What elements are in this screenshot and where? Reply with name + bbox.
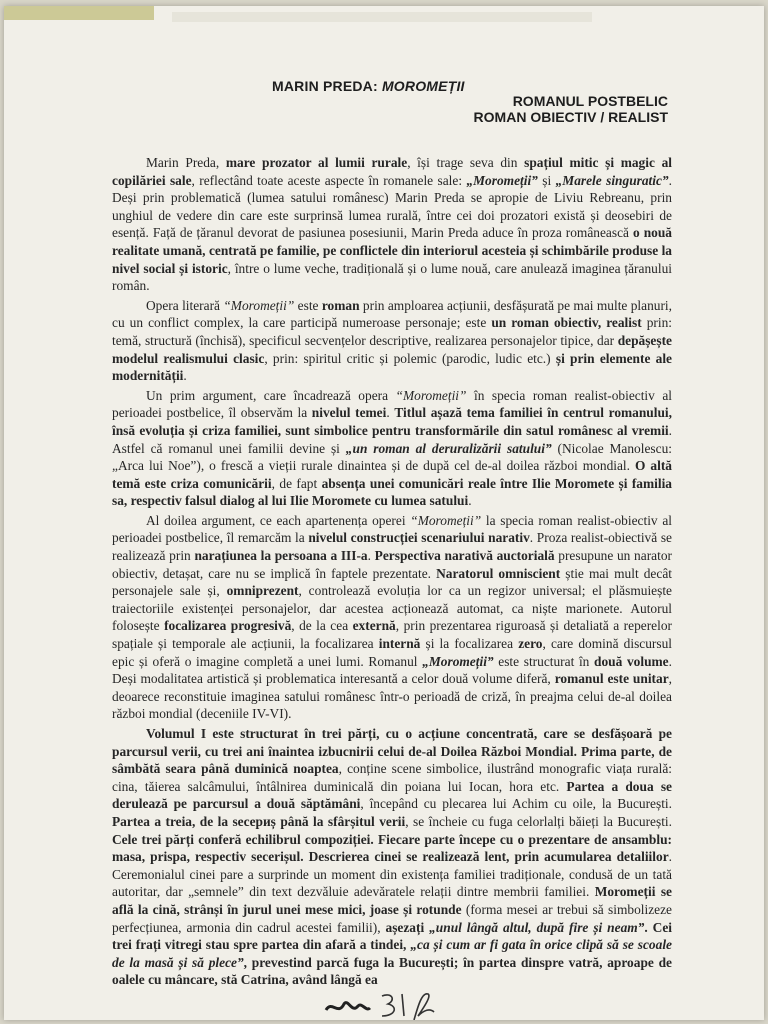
- bold-run: mare prozator al lumii rurale: [225, 155, 408, 170]
- italic-run: “Moromeții”: [223, 297, 295, 313]
- text-run: , începând cu plecarea lui Achim cu oile, la București.: [360, 796, 672, 812]
- paragraph-roman: [112, 297, 672, 385]
- bold-run: așezați: [385, 919, 425, 935]
- bold-run: narațiunea la persoana a III-a: [194, 548, 368, 564]
- text-run: .: [386, 405, 395, 421]
- title-work: MOROMEȚII: [381, 78, 465, 94]
- bold-run: , prevestind parcă fuga la București; în partea dinspre vatră, aproape de oalele cu mâncare, stă Catrina, având lângă ea: [112, 954, 672, 988]
- text-run: . Deși modalitatea artistică și problematica interesantă a celor două volume diferă,: [112, 653, 672, 687]
- text-run: , se încheie cu fuga celorlalți băieți la București.: [405, 813, 672, 829]
- italic-run: „Moromeții”: [466, 172, 538, 188]
- flourish-mark: [414, 994, 434, 1020]
- adhesive-tape: [4, 6, 154, 20]
- text-run: . Astfel că romanul unei familii devine și: [112, 422, 672, 456]
- bold-run: Moromeții se află la cină, strânși în jurul unei mese mici, joase și rotunde: [112, 884, 672, 917]
- bold-run: Cele trei părți conferă echilibrul compoziției. Fiecare parte începe cu o prezentare de ansamblu: masa, prispa, respectiv secerișul. Descrierea cinei se realizează lent, prin acumularea detaliilor: [112, 831, 672, 865]
- subtitle-roman-obiectiv: ROMAN OBIECTIV / REALIST: [473, 109, 668, 125]
- text-run: Marin Preda,: [146, 155, 226, 170]
- text-run: (Nicolae Manolescu: „Arca lui Noe”), o frescă a vieții rurale dinaintea și de după cel de-al doilea război mondial.: [112, 440, 672, 474]
- paragraph-intro: [112, 154, 672, 295]
- bold-run: Naratorul omniscient: [436, 565, 561, 581]
- bold-run: Partea a treia, de la secериș până la sfârșitul verii: [112, 813, 406, 829]
- document-page: [4, 6, 764, 1020]
- handwritten-page-number: [322, 986, 442, 1020]
- bold-run: omniprezent: [226, 583, 299, 599]
- bold-run: nivelul construcției scenariului narativ: [308, 530, 530, 546]
- bold-run: Volumul I este structurat în trei părți, cu o acțiune concentrată, care se desfășoară pe parcursul verii, cu trei ani înaintea izbucnirii celui de-al Doilea Război Mondial. Prima parte, de sâmbătă seara până duminică noaptea: [112, 726, 672, 777]
- faded-header-strip: [172, 12, 592, 22]
- bold-run: zero: [518, 636, 543, 652]
- bold-run: . Cei trei frați vitregi stau spre partea din afară a tindei,: [112, 919, 673, 953]
- bold-run: spațiul mitic și magic al copilăriei sale: [112, 155, 672, 188]
- text-run: prin amploarea acțiunii, desfășurată pe mai multe planuri, cu un conflict complex, la care participă numeroase personaje; este: [112, 297, 672, 331]
- bold-run: roman: [321, 297, 360, 313]
- bold-run: depășește modelul realismului clasic: [112, 332, 672, 366]
- italic-run: “Moromeții”: [410, 512, 482, 528]
- bold-italic-run: „ca și cum ar fi gata în orice clipă să se scoale de la masă și să plece”: [112, 937, 672, 970]
- paragraph-argument-2: [112, 512, 672, 723]
- text-run: este structurat în: [493, 653, 595, 669]
- text-run: , își trage seva din: [407, 155, 525, 170]
- text-run: presupune un narator obiectiv, detașat, care nu se implică în faptele prezentate.: [112, 548, 672, 581]
- text-run: .: [183, 368, 187, 384]
- text-run: , care domină discursul epic și oferă o imagine completă a unei lumi. Romanul: [112, 636, 673, 669]
- bold-run: absența unei comunicări reale între Ilie Moromete și familia sa, respectiv falsul dialog al lui Ilie Moromete cu lumea satului: [112, 475, 672, 509]
- text-run: . Ceremonialul cinei pare a surprinde un moment din existența familiei tradiționale, condusă de un tată autoritar, dar „semnele” din text dezvăluie adevăratele relații dintre membrii familiei.: [112, 849, 672, 900]
- bold-run: nivelul temei: [311, 405, 387, 421]
- text-run: Un prim argument, care încadrează opera: [146, 387, 396, 403]
- text-run: știe mai mult decât personajele sale și,: [112, 565, 672, 599]
- text-run: prin: temă, structură (închisă), specificul secvențelor descriptive, realizarea personajelor tipice, dar: [112, 315, 672, 348]
- bold-italic-run: „unul lângă altul, după fire și neam”: [424, 919, 645, 935]
- text-run: în specia roman realist-obiectiv al perioadei postbelice, îl observăm la: [112, 387, 672, 421]
- bold-run: două volume: [594, 653, 669, 669]
- text-run: , între o lume veche, tradițională și o lume nouă, care anulează imaginea țăranului român.: [112, 260, 672, 294]
- bold-run: o nouă realitate umană, centrată pe familie, pe conflictele din interiorul acesteia și schimbările produse la nivel social și istoric: [112, 225, 672, 276]
- paragraph-volume-1: [112, 725, 672, 989]
- bold-run: Titlul așază tema familiei în centrul romanului, însă evoluția și criza familiei, sunt simbolice pentru transformările din satul românesc al vremii: [112, 405, 672, 438]
- text-run: , de la cea: [291, 618, 353, 634]
- bold-run: un roman obiectiv, realist: [491, 315, 642, 331]
- text-run: .: [468, 493, 472, 509]
- bold-italic-run: „Moromeții”: [422, 653, 494, 669]
- title-author: MARIN PREDA:: [272, 78, 382, 94]
- scribble-mark: [326, 1003, 370, 1010]
- text-run: , prin prezentarea riguroasă și detaliată a reperelor spațiale și temporale ale acțiunii, la focalizarea: [112, 618, 672, 652]
- bold-run: romanul este unitar: [554, 671, 669, 687]
- text-run: Al doilea argument, ce each apartenența operei: [146, 512, 411, 528]
- bold-run: și prin elemente ale modernității: [112, 350, 672, 384]
- text-run: .: [367, 548, 375, 564]
- digit-one: [402, 994, 404, 1016]
- bold-run: externă: [352, 618, 396, 634]
- text-run: . Proza realist-obiectivă se realizează prin: [112, 530, 672, 564]
- text-run: (forma mesei ar trebui să simbolizeze perfecțiunea, armonia din cadrul acestei familii),: [112, 901, 672, 935]
- page-title: [272, 78, 465, 94]
- text-run: , deoarece reconstituie imaginea satului românesc într-o perioadă de criză, în preajma celui de-al doilea război mondial (deceniile IV-VI).: [112, 671, 672, 722]
- text-run: , prin: spiritul critic și polemic (parodic, ludic etc.): [264, 350, 556, 366]
- text-run: și la focalizarea: [420, 636, 519, 652]
- text-run: la specia roman realist-obiectiv al perioadei postbelice, îl remarcăm la: [112, 512, 672, 546]
- bold-run: Perspectiva narativă auctorială: [374, 548, 555, 564]
- document-body: [112, 154, 672, 989]
- text-run: , controlează evoluția lor ca un regizor universal; el plăsmuiește traiectoriile existenței personajelor, dar acestea acționează automat, ca niște marionete. Autorul folosește: [112, 583, 672, 634]
- text-run: , reflectând toate aceste aspecte în romanele sale:: [191, 172, 467, 188]
- bold-run: Partea a doua se derulează pe parcursul a două săptămâni: [112, 778, 672, 812]
- digit-three: [382, 995, 394, 1016]
- bold-run: O altă temă este criza comunicării: [112, 458, 672, 491]
- bold-run: internă: [378, 636, 421, 652]
- text-run: , conține scene simbolice, ilustrând monografic viața rurală: cina, tăierea salcâmului, întâlnirea duminicală din poiana lui Iocan, hora etc.: [112, 761, 672, 794]
- italic-run: “Moromeții”: [395, 387, 467, 403]
- italic-run: „Marele singuratic”: [555, 172, 669, 188]
- text-run: , de fapt: [271, 475, 322, 491]
- text-run: Opera literară: [146, 297, 224, 313]
- bold-italic-run: „un roman al deruralizării satului”: [345, 440, 552, 456]
- text-run: este: [294, 297, 322, 313]
- subtitle-postbelic: ROMANUL POSTBELIC: [512, 93, 668, 109]
- bold-run: focalizarea progresivă: [164, 618, 292, 634]
- paragraph-argument-1: [112, 387, 672, 510]
- text-run: . Deși prin problematică (lumea satului românesc) Marin Preda se apropie de Liviu Rebreanu, prin unghiul de vedere din care este surprinsă lumea rurală, între cei doi prozatori există și deosebiri de esență. Față de țăranul devorat de pasiunea posesiunii, Marin Preda aduce în proza românească: [112, 172, 672, 241]
- text-run: și: [537, 172, 556, 188]
